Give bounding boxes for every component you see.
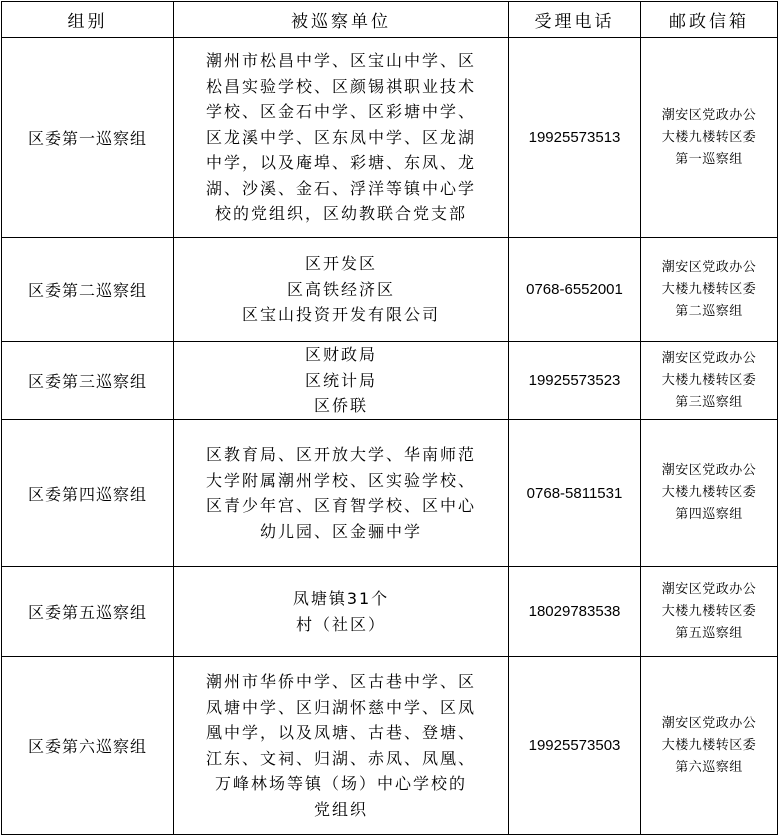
mailbox-line: 第三巡察组 xyxy=(675,394,743,410)
units-line: 中学，以及庵埠、彩塘、东凤、龙 xyxy=(205,153,476,173)
units-line: 区高铁经济区 xyxy=(286,279,395,299)
units-line: 潮州市华侨中学、区古巷中学、区 xyxy=(205,672,476,691)
units-line: 区开发区 xyxy=(304,254,377,274)
header-group: 组别 xyxy=(2,2,174,38)
group-name: 区委第五巡察组 xyxy=(2,567,174,657)
table-row xyxy=(2,420,778,567)
header-phone: 受理电话 xyxy=(509,2,641,38)
mailbox-line: 第一巡察组 xyxy=(675,151,743,167)
mailbox-line: 大楼九楼转区委 xyxy=(661,603,757,619)
group-name: 区委第四巡察组 xyxy=(2,420,174,567)
mailbox-line: 潮安区党政办公 xyxy=(661,350,757,366)
hotline-phone: 0768-6552001 xyxy=(509,238,641,342)
postal-mailbox xyxy=(641,38,778,238)
units-line: 区宝山投资开发有限公司 xyxy=(241,305,440,325)
inspected-units xyxy=(174,238,509,342)
units-line: 万峰林场等镇（场）中心学校的 xyxy=(214,774,467,793)
units-line: 校的党组织，区幼教联合党支部 xyxy=(214,204,467,224)
group-name: 区委第一巡察组 xyxy=(2,38,174,238)
units-line: 潮州市松昌中学、区宝山中学、区 xyxy=(205,51,476,71)
mailbox-line: 大楼九楼转区委 xyxy=(661,737,757,753)
units-line: 学校、区金石中学、区彩塘中学、 xyxy=(205,102,476,122)
mailbox-line: 大楼九楼转区委 xyxy=(661,485,757,500)
units-line: 区侨联 xyxy=(313,396,368,416)
units-line: 湖、沙溪、金石、浮洋等镇中心学 xyxy=(205,178,476,198)
units-line: 凤塘镇31个 xyxy=(292,589,390,608)
units-line: 区教育局、区开放大学、华南师范 xyxy=(205,445,476,464)
units-line: 区统计局 xyxy=(304,370,377,390)
postal-mailbox xyxy=(641,657,778,835)
hotline-phone: 0768-5811531 xyxy=(509,420,641,567)
mailbox-line: 大楼九楼转区委 xyxy=(661,372,757,388)
units-line: 松昌实验学校、区颜锡祺职业技术 xyxy=(205,76,476,96)
mailbox-line: 潮安区党政办公 xyxy=(661,581,757,597)
units-line: 党组织 xyxy=(313,799,368,819)
mailbox-line: 潮安区党政办公 xyxy=(661,259,757,275)
header-row xyxy=(2,2,778,38)
inspected-units xyxy=(174,567,509,657)
group-name: 区委第三巡察组 xyxy=(2,342,174,420)
mailbox-line: 潮安区党政办公 xyxy=(661,463,757,478)
inspected-units xyxy=(174,38,509,238)
mailbox-line: 第四巡察组 xyxy=(675,507,743,522)
postal-mailbox xyxy=(641,238,778,342)
header-units: 被巡察单位 xyxy=(174,2,509,38)
mailbox-line: 第六巡察组 xyxy=(675,759,743,775)
mailbox-line: 第二巡察组 xyxy=(675,303,743,319)
inspected-units xyxy=(174,420,509,567)
hotline-phone: 19925573503 xyxy=(509,657,641,835)
units-text xyxy=(206,48,476,227)
mailbox-line: 大楼九楼转区委 xyxy=(661,129,757,145)
units-line: 大学附属潮州学校、区实验学校、 xyxy=(205,470,476,490)
units-line: 区财政局 xyxy=(304,345,377,365)
header-mailbox: 邮政信箱 xyxy=(641,2,778,38)
units-line: 区龙溪中学、区东凤中学、区龙湖 xyxy=(205,127,476,147)
mailbox-line: 第五巡察组 xyxy=(675,625,743,641)
mailbox-line: 大楼九楼转区委 xyxy=(661,281,757,297)
units-text xyxy=(206,669,476,822)
units-line: 江东、文祠、归湖、赤凤、凤凰、 xyxy=(205,748,476,768)
mailbox-line: 潮安区党政办公 xyxy=(661,715,757,731)
postal-mailbox xyxy=(641,342,778,420)
table-row xyxy=(2,567,778,657)
mailbox-line: 潮安区党政办公 xyxy=(661,107,757,123)
units-line: 凤塘中学、区归湖怀慈中学、区凤 xyxy=(205,697,476,717)
table-row xyxy=(2,238,778,342)
units-line: 幼儿园、区金骊中学 xyxy=(259,521,422,541)
group-name: 区委第六巡察组 xyxy=(2,657,174,835)
table-row xyxy=(2,657,778,835)
table-row xyxy=(2,342,778,420)
patrol-table xyxy=(1,1,778,835)
units-line: 区青少年宫、区育智学校、区中心 xyxy=(205,496,476,515)
inspected-units xyxy=(174,657,509,835)
inspected-units xyxy=(174,342,509,420)
units-text xyxy=(206,442,476,544)
units-line: 凰中学，以及凤塘、古巷、登塘、 xyxy=(205,723,476,742)
group-name: 区委第二巡察组 xyxy=(2,238,174,342)
hotline-phone: 18029783538 xyxy=(509,567,641,657)
units-line: 村（社区） xyxy=(295,614,386,634)
table-row xyxy=(2,38,778,238)
postal-mailbox xyxy=(641,420,778,567)
hotline-phone: 19925573513 xyxy=(509,38,641,238)
postal-mailbox xyxy=(641,567,778,657)
hotline-phone: 19925573523 xyxy=(509,342,641,420)
